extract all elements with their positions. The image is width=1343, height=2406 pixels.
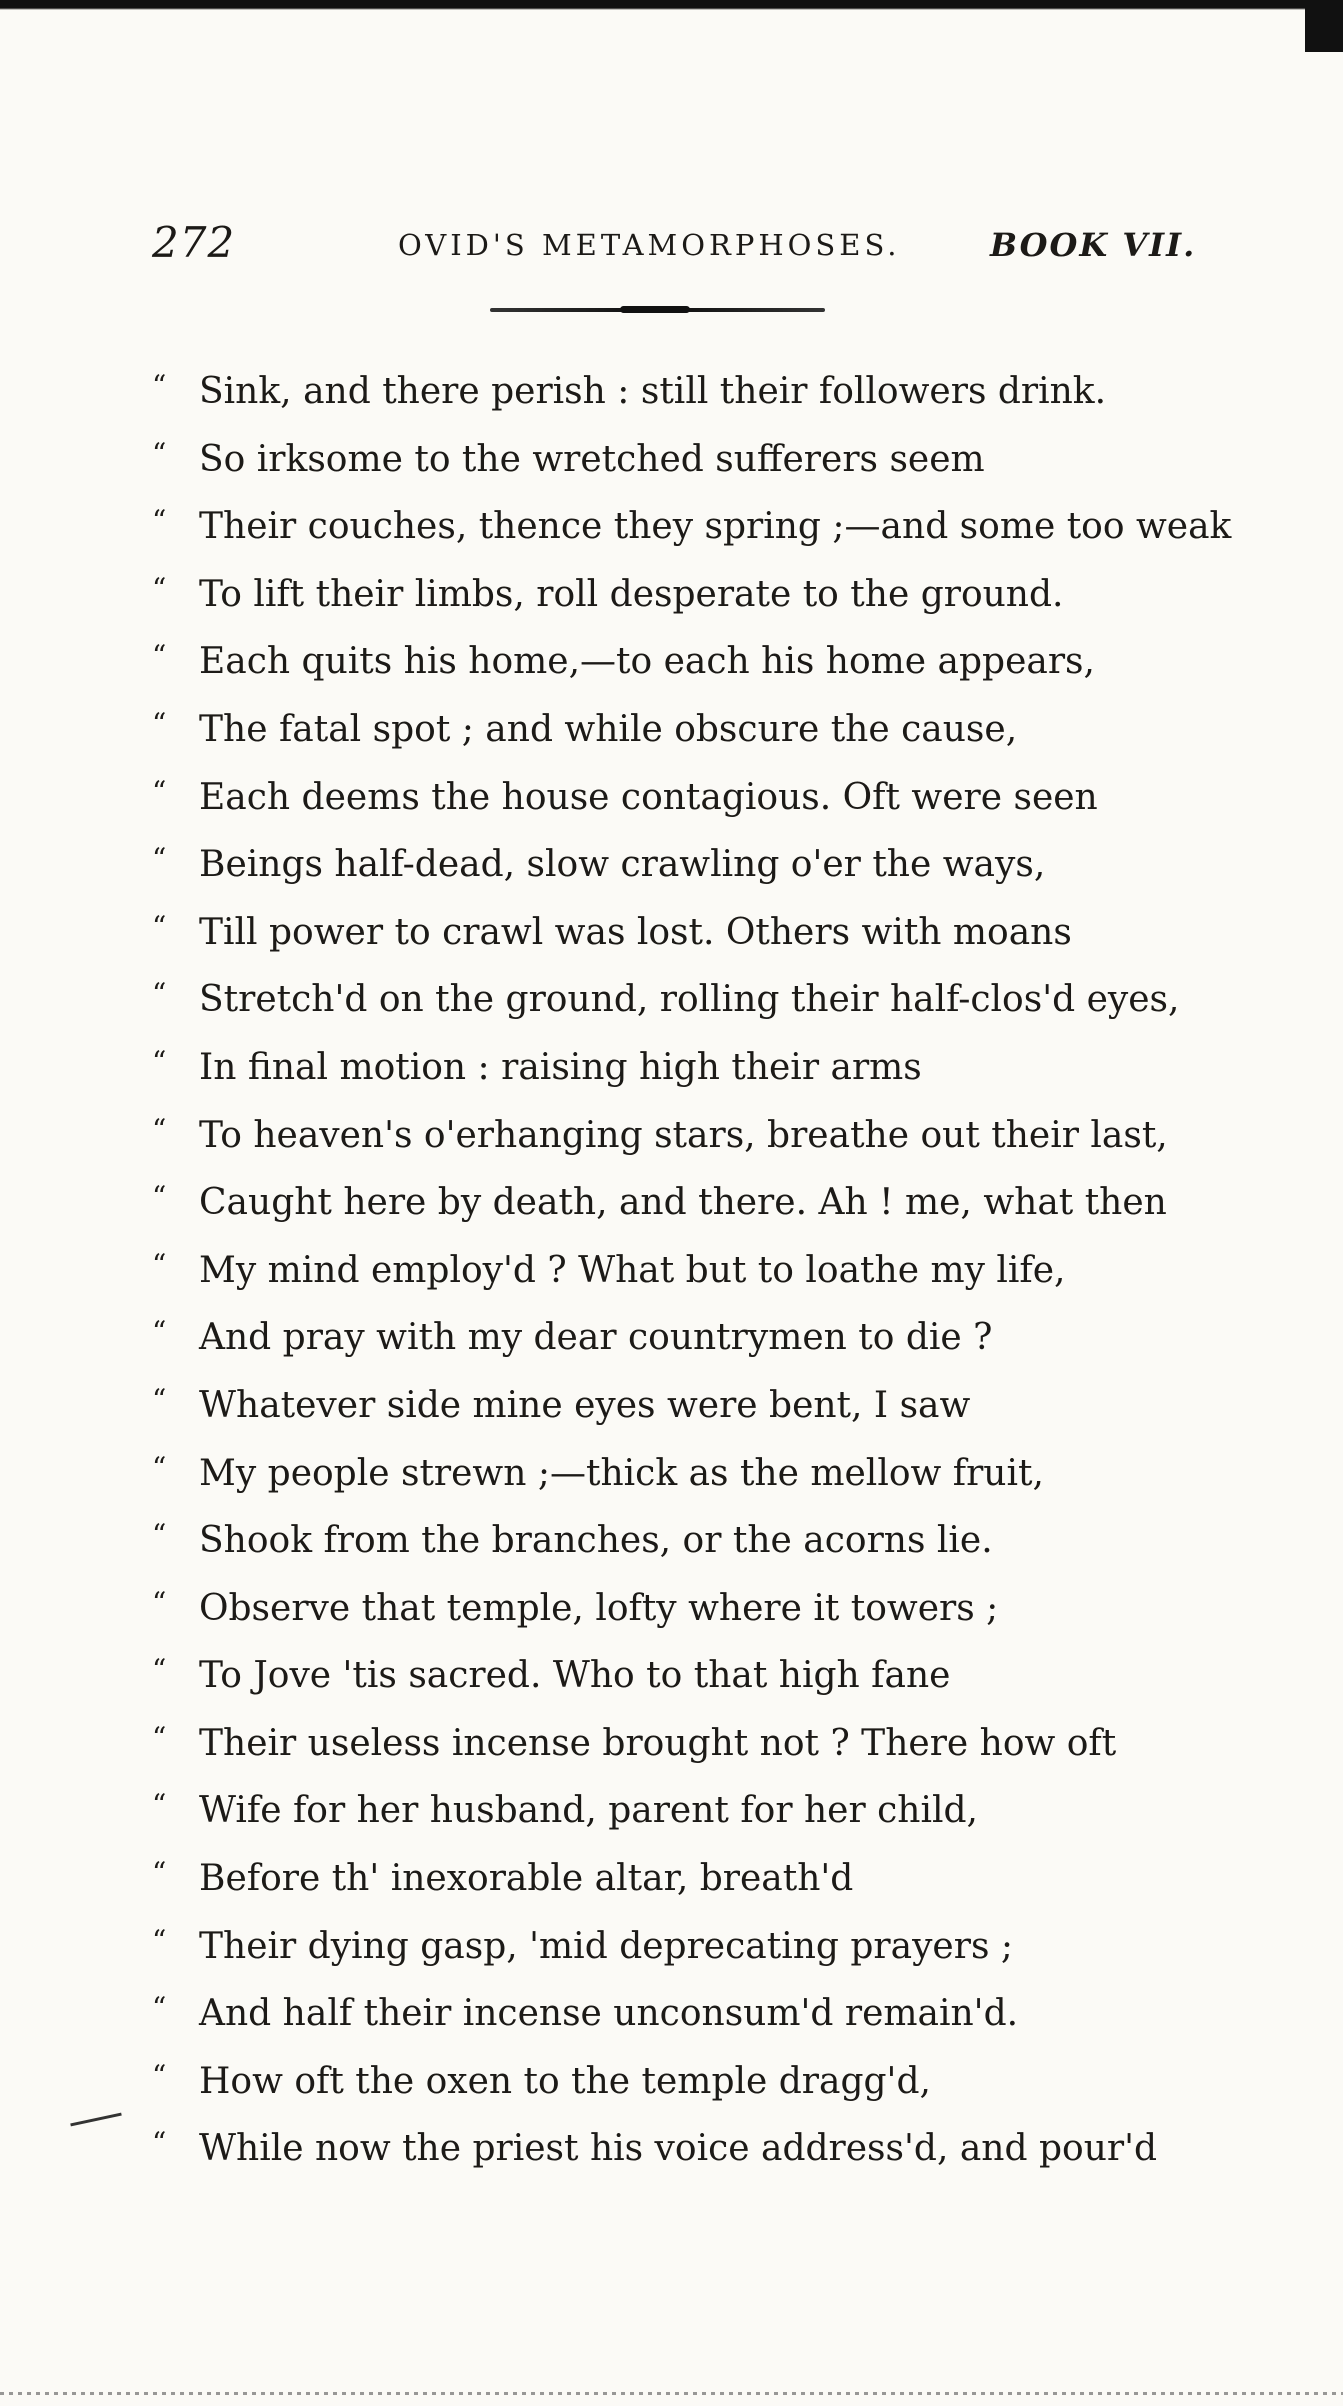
verse-text: Stretch'd on the ground, rolling their half-clos'd eyes,: [199, 979, 1180, 1021]
verse-text: My people strewn ;—thick as the mellow fruit,: [199, 1452, 1044, 1494]
verse-line: [152, 966, 1192, 1034]
verse-line: [152, 561, 1192, 629]
quote-mark: “: [152, 1112, 167, 1146]
header-rule: [490, 308, 825, 312]
margin-pen-mark: [70, 2113, 121, 2127]
quote-mark: “: [152, 1044, 167, 1078]
quote-mark: “: [152, 2058, 167, 2092]
quote-mark: “: [152, 1585, 167, 1619]
verse-text: In final motion : raising high their arms: [199, 1046, 922, 1088]
quote-mark: “: [152, 1720, 167, 1754]
verse-text: Shook from the branches, or the acorns lie.: [199, 1520, 993, 1562]
verse-line: [152, 1575, 1192, 1643]
quote-mark: “: [152, 1856, 167, 1890]
verse-line: [152, 1710, 1192, 1778]
quote-mark: “: [152, 504, 167, 538]
quote-mark: “: [152, 909, 167, 943]
verse-text: To heaven's o'erhanging stars, breathe out their last,: [199, 1114, 1168, 1156]
verse-text: Each quits his home,—to each his home appears,: [199, 641, 1095, 683]
quote-mark: “: [152, 1923, 167, 1957]
quote-mark: “: [152, 1180, 167, 1214]
quote-mark: “: [152, 2126, 167, 2160]
verse-line: [152, 1642, 1192, 1710]
verse-line: [152, 831, 1192, 899]
quote-mark: “: [152, 1991, 167, 2025]
verse-block: [152, 358, 1232, 2183]
verse-text: Whatever side mine eyes were bent, I saw: [199, 1384, 971, 1426]
verse-text: To lift their limbs, roll desperate to the ground.: [199, 573, 1064, 615]
verse-line: [152, 1304, 1192, 1372]
quote-mark: “: [152, 369, 167, 402]
quote-mark: “: [152, 706, 167, 740]
quote-mark: “: [152, 639, 167, 673]
verse-text: Sink, and there perish : still their followers drink.: [199, 371, 1107, 412]
verse-text: So irksome to the wretched sufferers seem: [199, 438, 985, 480]
verse-line: [152, 1980, 1192, 2048]
verse-text: Wife for her husband, parent for her child,: [199, 1790, 978, 1832]
verse-line: [152, 2048, 1192, 2116]
verse-text: Observe that temple, lofty where it towers ;: [199, 1587, 999, 1629]
quote-mark: “: [152, 1518, 167, 1552]
quote-mark: “: [152, 1450, 167, 1484]
verse-text: Before th' inexorable altar, breath'd: [199, 1858, 854, 1900]
verse-line: [152, 1913, 1192, 1981]
quote-mark: “: [152, 571, 167, 605]
verse-text: Their couches, thence they spring ;—and some too weak: [199, 506, 1232, 548]
quote-mark: “: [152, 1382, 167, 1416]
quote-mark: “: [152, 1247, 167, 1281]
verse-text: My mind employ'd ? What but to loathe my life,: [199, 1249, 1066, 1291]
verse-line: [152, 696, 1192, 764]
verse-line: [152, 1845, 1192, 1913]
quote-mark: “: [152, 1315, 167, 1349]
verse-line: [152, 1372, 1192, 1440]
verse-text: To Jove 'tis sacred. Who to that high fane: [199, 1655, 951, 1697]
verse-line: [152, 1507, 1192, 1575]
verse-text: And pray with my dear countrymen to die ?: [199, 1317, 993, 1359]
page-bottom-edge: [0, 2392, 1343, 2395]
verse-text: The fatal spot ; and while obscure the cause,: [199, 708, 1018, 750]
verse-line: [152, 1777, 1192, 1845]
verse-line: [152, 358, 1192, 426]
verse-text: Till power to crawl was lost. Others with moans: [199, 911, 1072, 953]
verse-line: [152, 1102, 1192, 1170]
verse-line: [152, 1034, 1192, 1102]
page-number: 272: [152, 218, 236, 267]
quote-mark: “: [152, 1788, 167, 1822]
verse-text: Beings half-dead, slow crawling o'er the ways,: [199, 844, 1046, 886]
page-top-edge: [0, 0, 1343, 52]
verse-line: [152, 899, 1192, 967]
running-title: OVID'S METAMORPHOSES.: [398, 228, 901, 262]
verse-line: [152, 426, 1192, 494]
quote-mark: “: [152, 436, 167, 470]
verse-line: [152, 2115, 1192, 2183]
quote-mark: “: [152, 1653, 167, 1687]
verse-text: Each deems the house contagious. Oft were seen: [199, 776, 1098, 818]
verse-text: Caught here by death, and there. Ah ! me, what then: [199, 1182, 1167, 1224]
verse-text: How oft the oxen to the temple dragg'd,: [199, 2060, 931, 2102]
verse-line: [152, 628, 1192, 696]
verse-line: [152, 764, 1192, 832]
book-label: BOOK VII.: [990, 226, 1197, 264]
verse-text: Their useless incense brought not ? There how oft: [199, 1722, 1117, 1764]
verse-line: [152, 1169, 1192, 1237]
running-header: [0, 218, 1343, 278]
verse-line: [152, 493, 1232, 561]
verse-text: Their dying gasp, 'mid deprecating prayers ;: [199, 1925, 1013, 1967]
quote-mark: “: [152, 977, 167, 1011]
verse-line: [152, 1440, 1192, 1508]
verse-text: While now the priest his voice address'd, and pour'd: [199, 2128, 1158, 2170]
verse-text: And half their incense unconsum'd remain'd.: [199, 1993, 1019, 2035]
verse-line: [152, 1237, 1192, 1305]
quote-mark: “: [152, 774, 167, 808]
quote-mark: “: [152, 842, 167, 876]
